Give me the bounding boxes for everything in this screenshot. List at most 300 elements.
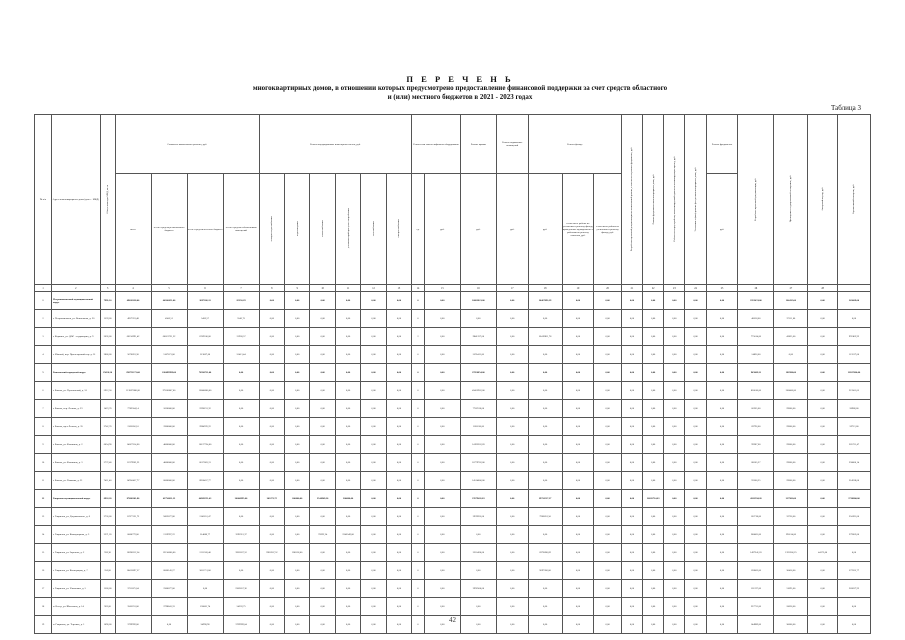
row-area: 1560,00: [100, 580, 115, 598]
row-facade-sub2: 0,00: [594, 598, 622, 616]
row-basement: 0,00: [496, 616, 528, 634]
row-c1: 99287,00: [738, 436, 774, 454]
row-elevator-rub: 0,00: [424, 472, 460, 490]
row-address: г. Бакаль, ул. Пугачевский, д. 55: [51, 382, 100, 400]
row-area: 6932,20: [100, 490, 115, 508]
row-c4: 577025,77: [837, 562, 870, 580]
row-cost-total: 1365056,10: [115, 418, 151, 436]
row-number: 16: [35, 562, 52, 580]
row-facade-sub2: 0,00: [594, 454, 622, 472]
row-w6: 0,00: [386, 346, 411, 364]
row-area: 5912,50: [100, 382, 115, 400]
row-c4: 379202,00: [837, 526, 870, 544]
row-area: 3772,40: [100, 454, 115, 472]
row-c1: 151227,00: [738, 580, 774, 598]
row-w1: 0,00: [259, 364, 284, 382]
column-number: 11: [335, 285, 360, 292]
row-cost-total: 5676091,30: [115, 346, 151, 364]
row-w1: 0,00: [259, 508, 284, 526]
row-elevator-rub: 0,00: [424, 364, 460, 382]
row-facade: 0,00: [528, 346, 562, 364]
row-facade-sub: 0,00: [562, 544, 594, 562]
row-w4: 0,00: [335, 598, 360, 616]
row-w4: 0,00: [335, 436, 360, 454]
row-facade-sub2: 0,00: [594, 544, 622, 562]
row-facade-sub: 0,00: [562, 562, 594, 580]
row-w6: 0,00: [386, 364, 411, 382]
row-cost-total: 14950457,77: [115, 472, 151, 490]
row-v1: 0,00: [621, 382, 642, 400]
row-facade-sub2: 0,00: [594, 526, 622, 544]
row-v4: 0,00: [685, 454, 706, 472]
row-w3: 0,00: [310, 436, 335, 454]
row-roof: 9841227,00: [460, 328, 496, 346]
row-v3: 0,00: [664, 382, 685, 400]
header-roof-group: Ремонт крыши: [460, 115, 496, 174]
row-c1: 88105,27: [738, 454, 774, 472]
header-foundation-group: Ремонт фундамента: [706, 115, 738, 174]
row-area: 962,00: [100, 598, 115, 616]
column-number: 10: [310, 285, 335, 292]
row-cost-local: 10127734,00: [187, 436, 223, 454]
row-area: 25056,20: [100, 364, 115, 382]
row-number: 9: [35, 436, 52, 454]
row-w1: 0,00: [259, 292, 284, 310]
row-w3: 0,00: [310, 508, 335, 526]
row-w4: 0,00: [335, 364, 360, 382]
row-w1: 0,00: [259, 436, 284, 454]
row-w3: 0,00: [310, 400, 335, 418]
row-elevator-units: 0: [412, 454, 425, 472]
row-w4: 0,00: [335, 400, 360, 418]
row-address: г. Коркино, ул. ДОС - территория, д. 9: [51, 328, 100, 346]
row-cost-regional: 44360051,00: [151, 292, 187, 310]
table-row: [35, 328, 871, 346]
row-elevator-units: 0: [412, 526, 425, 544]
row-c1: 162718,00: [738, 508, 774, 526]
header-c1: Разработка проектной документации, руб.: [738, 115, 774, 285]
row-c2: 290114,00: [774, 526, 808, 544]
row-c4: 365721,47: [837, 436, 870, 454]
row-w1: 0,00: [259, 328, 284, 346]
column-number: 24: [685, 285, 706, 292]
row-roof: 10779702,00: [460, 454, 496, 472]
row-c2: 30450,00: [774, 562, 808, 580]
table-row: [35, 400, 871, 418]
row-v3: 0,00: [664, 598, 685, 616]
row-elevator-rub: 0,00: [424, 454, 460, 472]
row-w6: 0,00: [386, 310, 411, 328]
row-w4: 0,00: [335, 346, 360, 364]
row-area: 6054,90: [100, 436, 115, 454]
row-cost-local: 6709530,60: [187, 328, 223, 346]
row-facade-sub2: 0,00: [594, 346, 622, 364]
row-cost-total: 11379963,23: [115, 454, 151, 472]
row-foundation: 0,00: [706, 544, 738, 562]
row-cost-local: 34998,96: [187, 616, 223, 634]
row-address: г. Гаврилов, ул. Ульяновка, д. 5: [51, 580, 100, 598]
row-cost-total: 6000779,00: [115, 526, 151, 544]
row-w2: 0,00: [285, 400, 310, 418]
row-c4: 213501,05: [837, 382, 870, 400]
row-w5: 0,00: [361, 400, 386, 418]
row-w2: 0,00: [285, 346, 310, 364]
row-w4: 0,00: [335, 292, 360, 310]
row-v4: 0,00: [685, 544, 706, 562]
table-row: [35, 580, 871, 598]
column-number: 1: [35, 285, 52, 292]
row-cost-owners: 0,00: [223, 418, 259, 436]
table-row: [35, 382, 871, 400]
row-facade-sub2: 0,00: [594, 382, 622, 400]
row-facade: 0,00: [528, 436, 562, 454]
row-c3: 0,00: [808, 328, 838, 346]
header-w4: установка приборов учета потребления: [335, 174, 360, 285]
page-number: 42: [449, 616, 456, 624]
row-number: 4: [35, 346, 52, 364]
row-w4: 0,00: [335, 472, 360, 490]
row-c3: 0,00: [808, 616, 838, 634]
row-c3: 0,00: [808, 580, 838, 598]
row-w3: 0,00: [310, 364, 335, 382]
row-w1: 0,00: [259, 418, 284, 436]
row-w2: 0,00: [285, 292, 310, 310]
row-v4: 0,00: [685, 490, 706, 508]
row-cost-regional: 5107071,00: [151, 346, 187, 364]
row-c3: 0,00: [808, 526, 838, 544]
row-v2: 0,00: [643, 346, 664, 364]
row-cost-total: 11977131,72: [115, 508, 151, 526]
row-cost-local: 3051711,00: [187, 562, 223, 580]
row-number: 17: [35, 580, 52, 598]
row-foundation: 0,00: [706, 616, 738, 634]
row-v4: 0,00: [685, 364, 706, 382]
row-facade-sub: 0,00: [562, 490, 594, 508]
row-number: 5: [35, 364, 52, 382]
row-v2: 0,00: [643, 472, 664, 490]
row-w6: 0,00: [386, 562, 411, 580]
row-facade-sub: 0,00: [562, 580, 594, 598]
row-v1: 0,00: [621, 400, 642, 418]
row-basement: 0,00: [496, 436, 528, 454]
table-row: [35, 598, 871, 616]
row-v1: 0,00: [621, 508, 642, 526]
header-works-group: Ремонт внутридомовых инженерных систем, руб.: [259, 115, 412, 174]
row-v1: 0,00: [621, 526, 642, 544]
row-elevator-units: 0: [412, 436, 425, 454]
row-w6: 0,00: [386, 580, 411, 598]
row-v4: 0,00: [685, 310, 706, 328]
row-cost-owners: 0,00: [223, 472, 259, 490]
row-basement: 0,00: [496, 400, 528, 418]
row-roof: 1166130,00: [460, 418, 496, 436]
header-cost-regional: за счет средств регионального бюджета: [151, 174, 187, 285]
table-row: [35, 562, 871, 580]
row-c3: 0,00: [808, 346, 838, 364]
row-c1: 300065,00: [738, 526, 774, 544]
row-v2: 0,00: [643, 382, 664, 400]
row-foundation: 0,00: [706, 346, 738, 364]
row-c3: 0,00: [808, 598, 838, 616]
row-facade: 0,00: [528, 472, 562, 490]
header-elevator-group: Ремонт или замена лифтового оборудования: [412, 115, 461, 174]
row-elevator-units: 0: [412, 382, 425, 400]
row-facade: 0,00: [528, 454, 562, 472]
row-facade: 56419811,78: [528, 328, 562, 346]
row-w6: 0,00: [386, 382, 411, 400]
row-c1: 69796,00: [738, 418, 774, 436]
row-cost-owners: 54359,75: [223, 598, 259, 616]
row-elevator-units: 0: [412, 472, 425, 490]
row-cost-total: 3505253,00: [115, 598, 151, 616]
header-w5: газоснабжение: [361, 174, 386, 285]
row-w5: 0,00: [361, 292, 386, 310]
row-w4: 2246549,00: [335, 526, 360, 544]
row-cost-total: 49038238,00: [115, 292, 151, 310]
row-w1: 0,00: [259, 598, 284, 616]
row-c2: 1391206,25: [774, 544, 808, 562]
row-cost-owners: 0,00: [223, 454, 259, 472]
row-w4: 0,00: [335, 328, 360, 346]
row-cost-local: 3697266,31: [187, 292, 223, 310]
row-elevator-units: 0: [412, 364, 425, 382]
row-w6: 0,00: [386, 292, 411, 310]
row-cost-owners: 3799999,04: [223, 616, 259, 634]
header-cost-local: за счет средств местного бюджета: [187, 174, 223, 285]
row-v3: 0,00: [664, 562, 685, 580]
row-cost-regional: 12150000,00: [151, 544, 187, 562]
row-address: г. Бакаль, ул. Калинина, д. 2: [51, 436, 100, 454]
row-w1: 3965207,52: [259, 544, 284, 562]
row-cost-total: 14027314,60: [115, 436, 151, 454]
column-number: 28: [808, 285, 838, 292]
row-v1: 0,00: [621, 598, 642, 616]
row-roof: 3316420,00: [460, 544, 496, 562]
row-roof: 37079411,83: [460, 490, 496, 508]
row-w3: 3544949,20: [310, 490, 335, 508]
row-c1: 237731,00: [738, 598, 774, 616]
row-roof: 0,00: [460, 526, 496, 544]
row-number: 11: [35, 472, 52, 490]
header-w6: электроснабжение: [386, 174, 411, 285]
row-w1: 0,00: [259, 562, 284, 580]
row-v2: 0,00: [643, 508, 664, 526]
row-foundation: 0,00: [706, 310, 738, 328]
row-c4: 258000,14: [837, 454, 870, 472]
row-w2: 0,00: [285, 436, 310, 454]
table-row: [35, 364, 871, 382]
row-facade: 6976090,09: [528, 544, 562, 562]
row-c1: 66265,00: [738, 400, 774, 418]
row-c3: 0,00: [808, 490, 838, 508]
row-v4: 0,00: [685, 580, 706, 598]
row-elevator-units: 0: [412, 562, 425, 580]
row-v2: 10032714,63: [643, 490, 664, 508]
row-v2: 0,00: [643, 598, 664, 616]
row-area: 1423,70: [100, 400, 115, 418]
row-v3: 0,00: [664, 310, 685, 328]
row-cost-regional: 1030000,00: [151, 400, 187, 418]
table-row: [35, 346, 871, 364]
row-elevator-rub: 0,00: [424, 382, 460, 400]
row-number: 12: [35, 490, 52, 508]
row-basement: 0,00: [496, 418, 528, 436]
column-number: 5: [151, 285, 187, 292]
row-c4: 20988,00: [837, 400, 870, 418]
row-c1: 92500,25: [738, 472, 774, 490]
row-cost-total: 113827880,00: [115, 382, 151, 400]
row-w2: 0,00: [285, 328, 310, 346]
row-foundation: 0,00: [706, 436, 738, 454]
row-cost-local: 44969551,43: [187, 490, 223, 508]
row-w4: 200000,00: [335, 490, 360, 508]
row-cost-owners: 0,00: [223, 508, 259, 526]
table-row: [35, 418, 871, 436]
row-c2: 29000,00: [774, 472, 808, 490]
row-address: г. Петропавловск, ул. Вокзальная, д. 20: [51, 310, 100, 328]
row-facade: 0,00: [528, 382, 562, 400]
row-v4: 0,00: [685, 436, 706, 454]
row-v1: 0,00: [621, 472, 642, 490]
row-cost-local: 513667,00: [187, 346, 223, 364]
row-basement: 0,00: [496, 562, 528, 580]
document-title: П Е Р Е Ч Е Н Ь: [406, 74, 514, 84]
row-cost-local: 2290231,32: [187, 400, 223, 418]
row-c2: 29000,00: [774, 454, 808, 472]
row-facade-sub: 0,00: [562, 526, 594, 544]
row-v1: 0,00: [621, 328, 642, 346]
row-c1: 775014,00: [738, 328, 774, 346]
row-w2: 286558,00: [285, 544, 310, 562]
row-number: 15: [35, 544, 52, 562]
row-address: Петропавловский муниципальный округ: [51, 292, 100, 310]
row-v2: 0,00: [643, 400, 664, 418]
row-number: 1: [35, 292, 52, 310]
row-facade-sub2: 0,00: [594, 400, 622, 418]
row-c2: 217902,00: [774, 490, 808, 508]
row-w4: 0,00: [335, 310, 360, 328]
header-basement-group: Ремонт подвальных помещений: [496, 115, 528, 174]
table-row: [35, 436, 871, 454]
row-w3: 0,00: [310, 346, 335, 364]
row-cost-regional: 4000000,00: [151, 436, 187, 454]
column-number: 23: [664, 285, 685, 292]
row-w6: 0,00: [386, 508, 411, 526]
row-elevator-units: 2: [412, 328, 425, 346]
row-facade: 30467893,29: [528, 292, 562, 310]
header-w2: водоотведение: [285, 174, 310, 285]
column-number: 15: [424, 285, 460, 292]
row-cost-total: 3799999,00: [115, 616, 151, 634]
row-basement: 0,00: [496, 472, 528, 490]
row-cost-local: 16000000,00: [187, 382, 223, 400]
row-cost-owners: 0,00: [223, 400, 259, 418]
row-v2: 0,00: [643, 292, 664, 310]
row-w2: 0,00: [285, 526, 310, 544]
row-v4: 0,00: [685, 418, 706, 436]
row-c4: 203637,93: [837, 580, 870, 598]
row-w3: 0,00: [310, 382, 335, 400]
row-c2: 32720,00: [774, 508, 808, 526]
row-w4: 0,00: [335, 418, 360, 436]
row-cost-local: 514086,77: [187, 526, 223, 544]
row-c3: 0,00: [808, 364, 838, 382]
row-v1: 0,00: [621, 418, 642, 436]
row-elevator-rub: 0,00: [424, 328, 460, 346]
row-facade: 0,00: [528, 400, 562, 418]
row-w3: 0,00: [310, 472, 335, 490]
row-v1: 0,00: [621, 562, 642, 580]
row-c3: 0,00: [808, 508, 838, 526]
column-number: 6: [187, 285, 223, 292]
row-facade: 0,00: [528, 310, 562, 328]
table-row: [35, 544, 871, 562]
row-cost-regional: 220499999,00: [151, 364, 187, 382]
row-w2: 0,00: [285, 472, 310, 490]
row-elevator-rub: 0,00: [424, 508, 460, 526]
row-facade-sub: 0,00: [562, 346, 594, 364]
column-number: 7: [223, 285, 259, 292]
row-facade: 0,00: [528, 526, 562, 544]
row-w4: 0,00: [335, 544, 360, 562]
row-w3: 0,00: [310, 292, 335, 310]
row-c1: 128602,00: [738, 562, 774, 580]
row-w4: 0,00: [335, 454, 360, 472]
row-area: 1559,60: [100, 310, 115, 328]
row-area: 2730,00: [100, 508, 115, 526]
row-elevator-units: 0: [412, 616, 425, 634]
row-w5: 0,00: [361, 382, 386, 400]
row-facade-sub: 0,00: [562, 472, 594, 490]
row-c3: 0,00: [808, 292, 838, 310]
row-w6: 0,00: [386, 616, 411, 634]
row-v2: 0,00: [643, 454, 664, 472]
row-area: 2742,70: [100, 418, 115, 436]
row-w1: 0,00: [259, 454, 284, 472]
row-facade-sub2: 0,00: [594, 490, 622, 508]
header-cost-total: всего: [115, 174, 151, 285]
row-w5: 0,00: [361, 454, 386, 472]
row-cost-local: 8950457,77: [187, 472, 223, 490]
row-c4: 0,00: [837, 616, 870, 634]
row-w1: 203272,75: [259, 490, 284, 508]
row-c1: 144989,00: [738, 616, 774, 634]
row-w2: 0,00: [285, 454, 310, 472]
header-facade-sub2: в том числе работы по утеплению и ремонту фасада, руб.: [594, 174, 622, 285]
row-elevator-units: 0: [412, 346, 425, 364]
table-row: [35, 472, 871, 490]
row-basement: 0,00: [496, 382, 528, 400]
header-facade-group: Ремонт фасада: [528, 115, 621, 174]
row-foundation: 0,00: [706, 328, 738, 346]
row-elevator-units: 0: [412, 490, 425, 508]
row-w5: 0,00: [361, 490, 386, 508]
column-number: 2: [51, 285, 100, 292]
row-elevator-rub: 0,00: [424, 598, 460, 616]
row-w4: 0,00: [335, 616, 360, 634]
header-basement-rub: руб.: [496, 174, 528, 285]
row-elevator-rub: 0,00: [424, 526, 460, 544]
row-v4: 0,00: [685, 382, 706, 400]
row-w3: 0,00: [310, 580, 335, 598]
row-w4: 0,00: [335, 382, 360, 400]
header-c2: Проведение государственной экспертизы, руб.: [774, 115, 808, 285]
row-v4: 0,00: [685, 328, 706, 346]
row-v2: 0,00: [643, 616, 664, 634]
row-v3: 0,00: [664, 436, 685, 454]
column-number: 13: [386, 285, 411, 292]
row-w5: 0,00: [361, 310, 386, 328]
